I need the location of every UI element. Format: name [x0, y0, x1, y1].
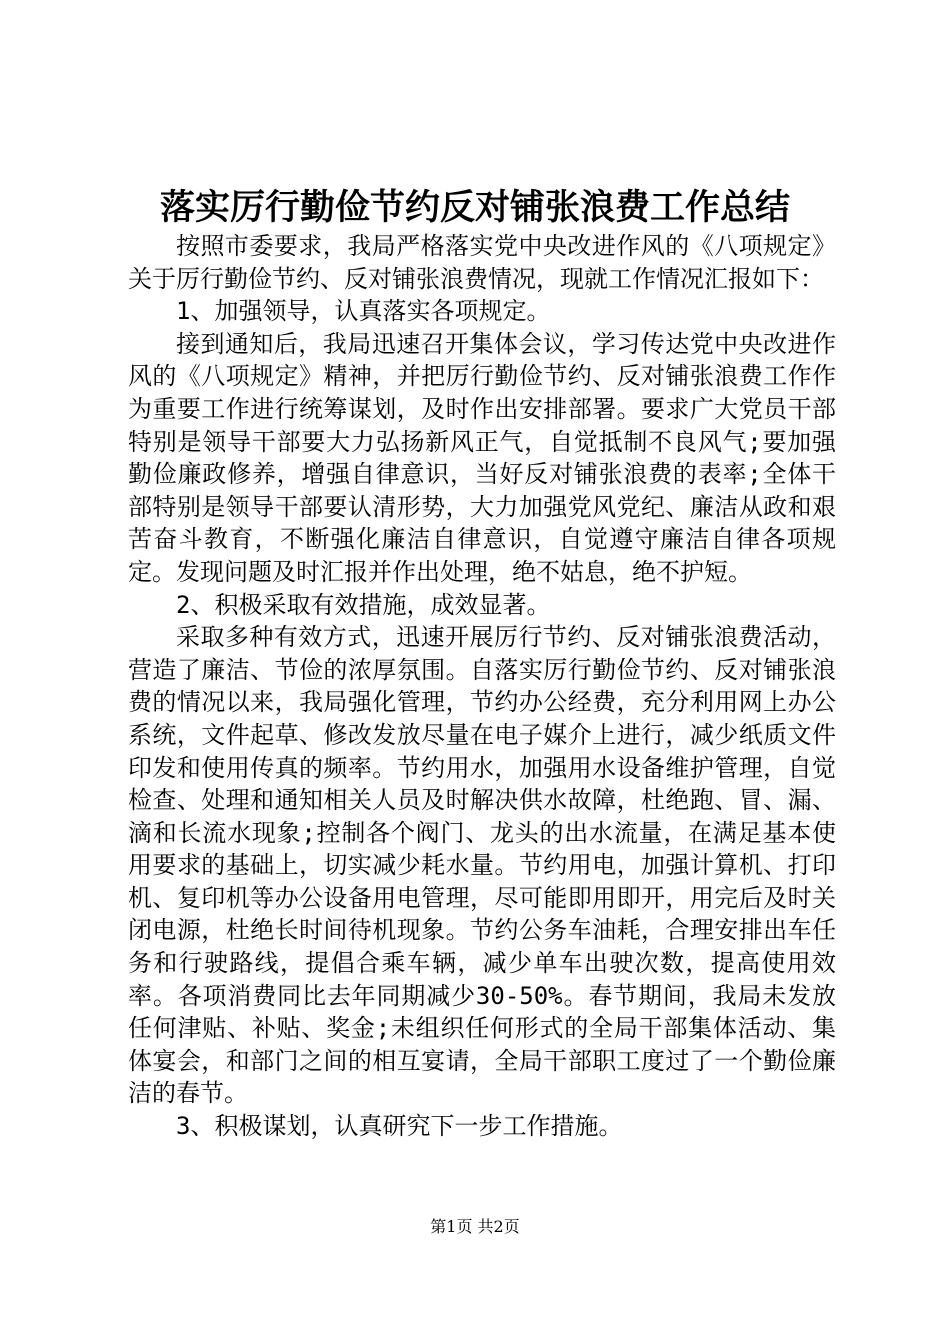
document-body — [128, 230, 836, 1143]
document-title: 落实厉行勤俭节约反对铺张浪费工作总结 — [159, 187, 790, 228]
page-number-footer: 第1页 共2页 — [430, 1217, 520, 1236]
section-heading-2: 2、积极采取有效措施，成效显著。 — [176, 590, 551, 619]
section-heading-1: 1、加强领导，认真落实各项规定。 — [176, 297, 551, 326]
section-paragraph-1: 接到通知后，我局迅速召开集体会议，学习传达党中央改进作风的《八项规定》精神，并把厉行勤俭节约、反对铺张浪费工作作为重要工作进行统筹谋划，及时作出安排部署。要求广大党员干部特别是领导干部要大力弘扬新风正气，自觉抵制不良风气;要加强勤俭廉政修养，增强自律意识，当好反对铺张浪费的表率;全体干部特别是领导干部要认清形势，大力加强党风党纪、廉洁从政和艰苦奋斗教育，不断强化廉洁自律意识，自觉遵守廉洁自律各项规定。发现问题及时汇报并作出处理，绝不姑息，绝不护短。 — [128, 329, 836, 586]
intro-paragraph: 按照市委要求，我局严格落实党中央改进作风的《八项规定》关于厉行勤俭节约、反对铺张浪费情况，现就工作情况汇报如下： — [128, 232, 836, 293]
section-heading-3: 3、积极谋划，认真研究下一步工作措施。 — [176, 1112, 623, 1141]
section-paragraph-2: 采取多种有效方式，迅速开展厉行节约、反对铺张浪费活动，营造了廉洁、节俭的浓厚氛围。自落实厉行勤俭节约、反对铺张浪费的情况以来，我局强化管理，节约办公经费，充分利用网上办公系统，文件起草、修改发放尽量在电子媒介上进行，减少纸质文件印发和使用传真的频率。节约用水，加强用水设备维护管理，自觉检查、处理和通知相关人员及时解决供水故障，杜绝跑、冒、漏、滴和长流水现象;控制各个阀门、龙头的出水流量，在满足基本使用要求的基础上，切实减少耗水量。节约用电，加强计算机、打印机、复印机等办公设备用电管理，尽可能即用即开，用完后及时关闭电源，杜绝长时间待机现象。节约公务车油耗，合理安排出车任务和行驶路线，提倡合乘车辆，减少单车出驶次数，提高使用效率。各项消费同比去年同期减少30-50%。春节期间，我局未发放任何津贴、补贴、奖金;未组织任何形式的全局干部集体活动、集体宴会，和部门之间的相互宴请，全局干部职工度过了一个勤俭廉洁的春节。 — [128, 623, 836, 1108]
